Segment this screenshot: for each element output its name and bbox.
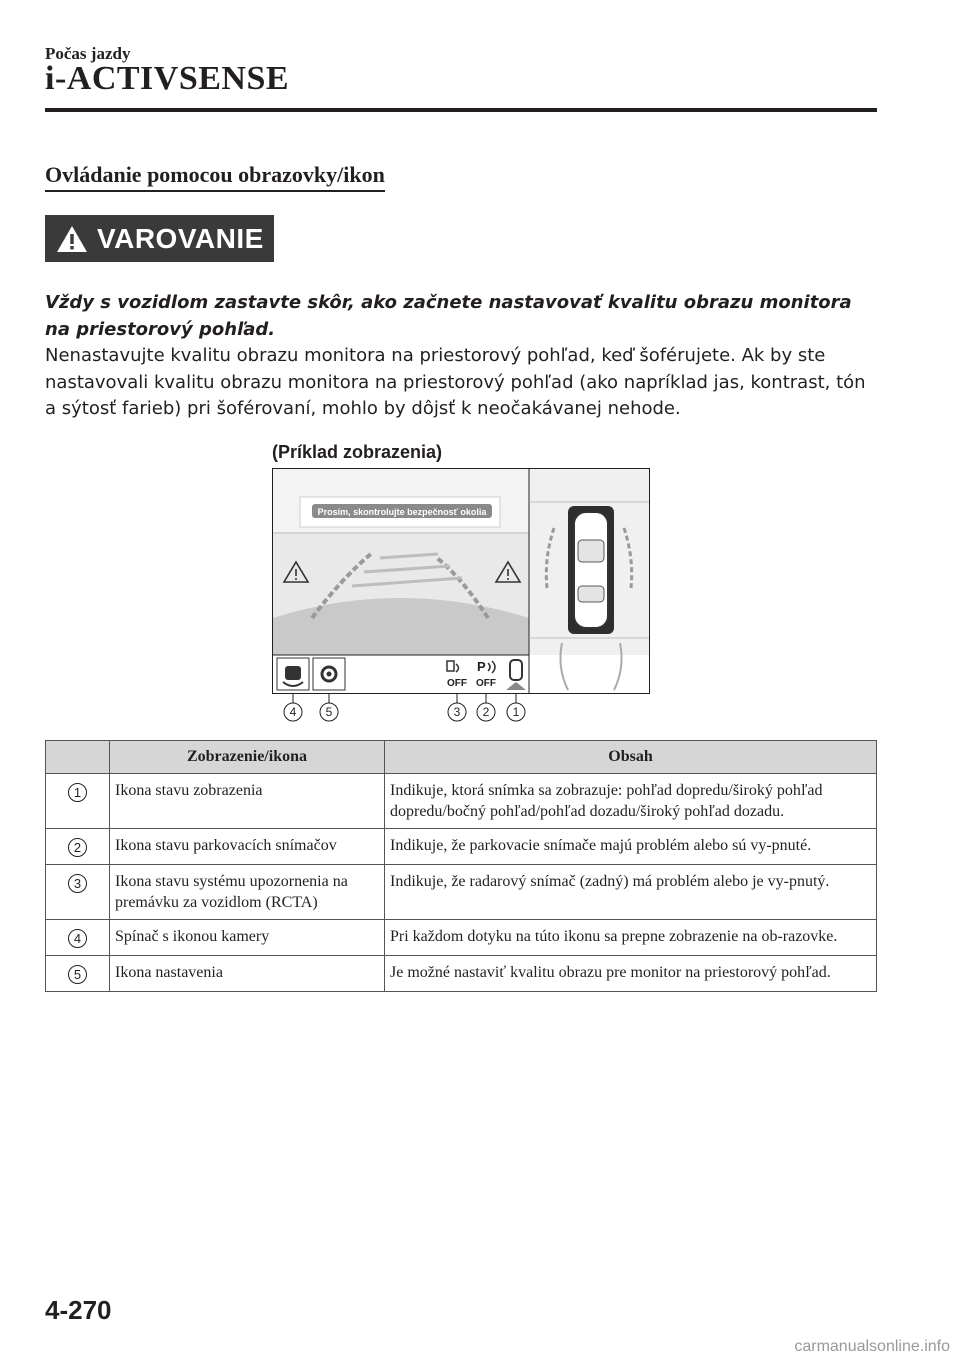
callout-5: 5	[325, 705, 333, 719]
row-display: Ikona nastavenia	[110, 956, 385, 992]
icon-table	[45, 740, 877, 992]
table-row	[46, 865, 877, 920]
settings-gear-icon	[313, 658, 345, 690]
row-number-badge: 3	[68, 874, 87, 893]
figure-caption: (Príklad zobrazenia)	[272, 442, 443, 462]
warning-triangle-icon	[55, 224, 89, 254]
watermark: carmanualsonline.info	[794, 1338, 950, 1355]
row-content: Je možné nastaviť kvalitu obrazu pre monitor na priestorový pohľad.	[385, 956, 877, 992]
camera-switch-icon	[277, 658, 309, 690]
table-header-content: Obsah	[385, 741, 877, 774]
svg-text:P: P	[477, 659, 486, 674]
parking-off-label: OFF	[476, 678, 496, 689]
table-row	[46, 956, 877, 992]
callout-3: 3	[453, 705, 461, 719]
section-title: Ovládanie pomocou obrazovky/ikon	[45, 162, 385, 192]
table-header-num	[46, 741, 110, 774]
table-row	[46, 774, 877, 829]
figure-callouts	[272, 694, 650, 734]
row-display: Ikona stavu zobrazenia	[110, 774, 385, 829]
screen-message: Prosím, skontrolujte bezpečnosť okolia	[317, 507, 487, 517]
row-content: Pri každom dotyku na túto ikonu sa prepne zobrazenie na ob-razovke.	[385, 920, 877, 956]
callout-4: 4	[289, 705, 297, 719]
row-display: Spínač s ikonou kamery	[110, 920, 385, 956]
running-header-title: i-ACTIVSENSE	[45, 60, 290, 97]
table-header-row	[46, 741, 877, 774]
row-number-badge: 4	[68, 929, 87, 948]
running-header-section: Počas jazdy	[45, 44, 131, 63]
row-number-badge: 2	[68, 838, 87, 857]
warning-badge	[45, 215, 274, 262]
warning-text	[45, 290, 875, 423]
warning-bold-text: Vždy s vozidlom zastavte skôr, ako začnete nastavovať kvalitu obrazu monitora na priestorový pohľad.	[45, 292, 852, 340]
rcta-off-label: OFF	[447, 678, 467, 689]
row-number-badge: 5	[68, 965, 87, 984]
warning-label: VAROVANIE	[97, 222, 264, 254]
row-number-badge: 1	[68, 783, 87, 802]
page-number: 4-270	[45, 1295, 112, 1325]
top-view-car-icon	[568, 506, 614, 634]
table-row	[46, 920, 877, 956]
callout-2: 2	[482, 705, 490, 719]
row-display: Ikona stavu parkovacích snímačov	[110, 829, 385, 865]
table-header-display: Zobrazenie/ikona	[110, 741, 385, 774]
warning-body-text: Nenastavujte kvalitu obrazu monitora na priestorový pohľad, keď šoférujete. Ak by ste nastavovali kvalitu obrazu monitora na priestorový pohľad (ako napríklad jas, kontrast, tón a sýtosť farieb) pri šoférovaní, mohlo by dôjsť k neočakávanej nehode.	[45, 345, 866, 419]
table-row	[46, 829, 877, 865]
callout-1: 1	[512, 705, 520, 719]
row-content: Indikuje, že radarový snímač (zadný) má problém alebo je vy-pnutý.	[385, 865, 877, 920]
row-content: Indikuje, ktorá snímka sa zobrazuje: pohľad dopredu/široký pohľad dopredu/bočný pohľad/pohľad dozadu/široký pohľad dozadu.	[385, 774, 877, 829]
row-content: Indikuje, že parkovacie snímače majú problém alebo sú vy-pnuté.	[385, 829, 877, 865]
row-display: Ikona stavu systému upozornenia na premávku za vozidlom (RCTA)	[110, 865, 385, 920]
header-divider	[45, 108, 877, 112]
monitor-screen-illustration	[272, 468, 650, 694]
